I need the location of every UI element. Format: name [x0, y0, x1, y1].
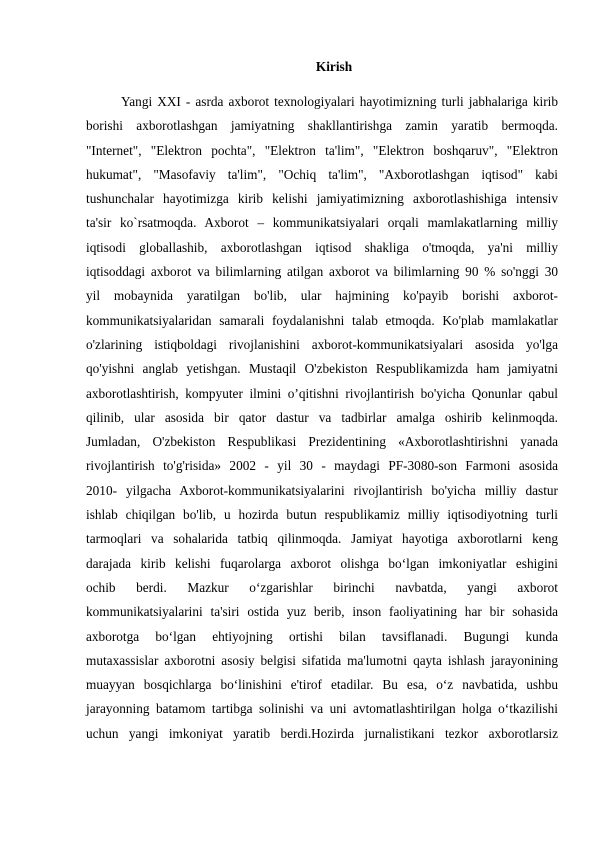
text-line: kommunikatsiyalaridan samarali foydalanishni talab etmoqda. Ko'plab mamlakatlar — [86, 312, 558, 328]
text-line: "Internet", "Elektron pochta", "Elektron ta'lim", "Elektron boshqaruv", "Elektron — [86, 142, 558, 158]
text-line: ishlab chiqilgan bo'lib, u hozirda butun respublikamiz milliy iqtisodiyotning turli — [86, 507, 558, 523]
text-line: 2010- yilgacha Axborot-kommunikatsiyalarini rivojlantirish bo'yicha milliy dastur — [86, 482, 558, 498]
document-title: Kirish — [315, 59, 353, 74]
text-line: darajada kirib kelishi fuqarolarga axborot olishga bo‘lgan imkoniyatlar eshigini — [86, 555, 558, 571]
text-line: Yangi XXI - asrda axborot texnologiyalari hayotimizning turli jabhalariga kirib — [121, 94, 558, 109]
text-line: iqtisodi globallashib, axborotlashgan iqtisod shakliga o'tmoqda, ya'ni milliy — [86, 239, 558, 255]
text-line: jarayonning batamom tartibga solinishi va uni avtomatlashtirilgan holga o‘tkazilishi — [86, 701, 558, 717]
text-line: axborotga bo‘lgan ehtiyojning ortishi bilan tavsiflanadi. Bugungi kunda — [86, 628, 558, 644]
text-line: tarmoqlari va sohalarida tatbiq qilinmoqda. Jamiyat hayotiga axborotlarni keng — [86, 531, 558, 547]
text-line: qo'yishni anglab yetishgan. Mustaqil O'zbekiston Respublikamizda ham jamiyatni — [86, 361, 558, 377]
text-line: borishi axborotlashgan jamiyatning shakllantirishga zamin yaratib bermoqda. — [86, 118, 558, 134]
text-line: ochib berdi. Mazkur o‘zgarishlar birinchi navbatda, yangi axborot — [86, 579, 558, 595]
text-line: yil mobaynida yaratilgan bo'lib, ular hajmining ko'payib borishi axborot- — [86, 288, 558, 304]
text-line: rivojlantirish to'g'risida» 2002 - yil 30 - maydagi PF-3080-son Farmoni asosida — [86, 458, 558, 474]
text-line: muayyan bosqichlarga bo‘linishini e'tirof etadilar. Bu esa, o‘z navbatida, ushbu — [86, 677, 558, 693]
text-line: hukumat", "Masofaviy ta'lim", "Ochiq ta'lim", "Axborotlashgan iqtisod" kabi — [86, 166, 558, 182]
text-line: kommunikatsiyalarini ta'siri ostida yuz berib, inson faoliyatining har bir sohasida — [86, 604, 558, 620]
text-line: qilinib, ular asosida bir qator dastur va tadbirlar amalga oshirib kelinmoqda. — [86, 409, 558, 425]
document-body — [86, 90, 558, 746]
text-line: iqtisoddagi axborot va bilimlarning atilgan axborot va bilimlarning 90 % so'nggi 30 — [86, 264, 558, 280]
text-line: axborotlashtirish, kompyuter ilmini o’qitishni rivojlantirish bo'yicha Qonunlar qabul — [86, 385, 558, 401]
text-line: tushunchalar hayotimizga kirib kelishi jamiyatimizning axborotlashishiga intensiv — [86, 191, 558, 207]
text-line: o'zlarining istiqboldagi rivojlanishini axborot-kommunikatsiyalari asosida yo'lga — [86, 336, 558, 352]
text-line: mutaxassislar axborotni asosiy belgisi sifatida ma'lumotni qayta ishlash jarayonining — [86, 652, 558, 668]
text-line: ta'sir ko`rsatmoqda. Axborot – kommunikatsiyalari orqali mamlakatlarning milliy — [86, 215, 558, 231]
text-line: uchun yangi imkoniyat yaratib berdi.Hozirda jurnalistikani tezkor axborotlarsiz — [86, 725, 558, 741]
text-line: Jumladan, O'zbekiston Respublikasi Prezidentining «Axborotlashtirishni yanada — [86, 434, 558, 450]
